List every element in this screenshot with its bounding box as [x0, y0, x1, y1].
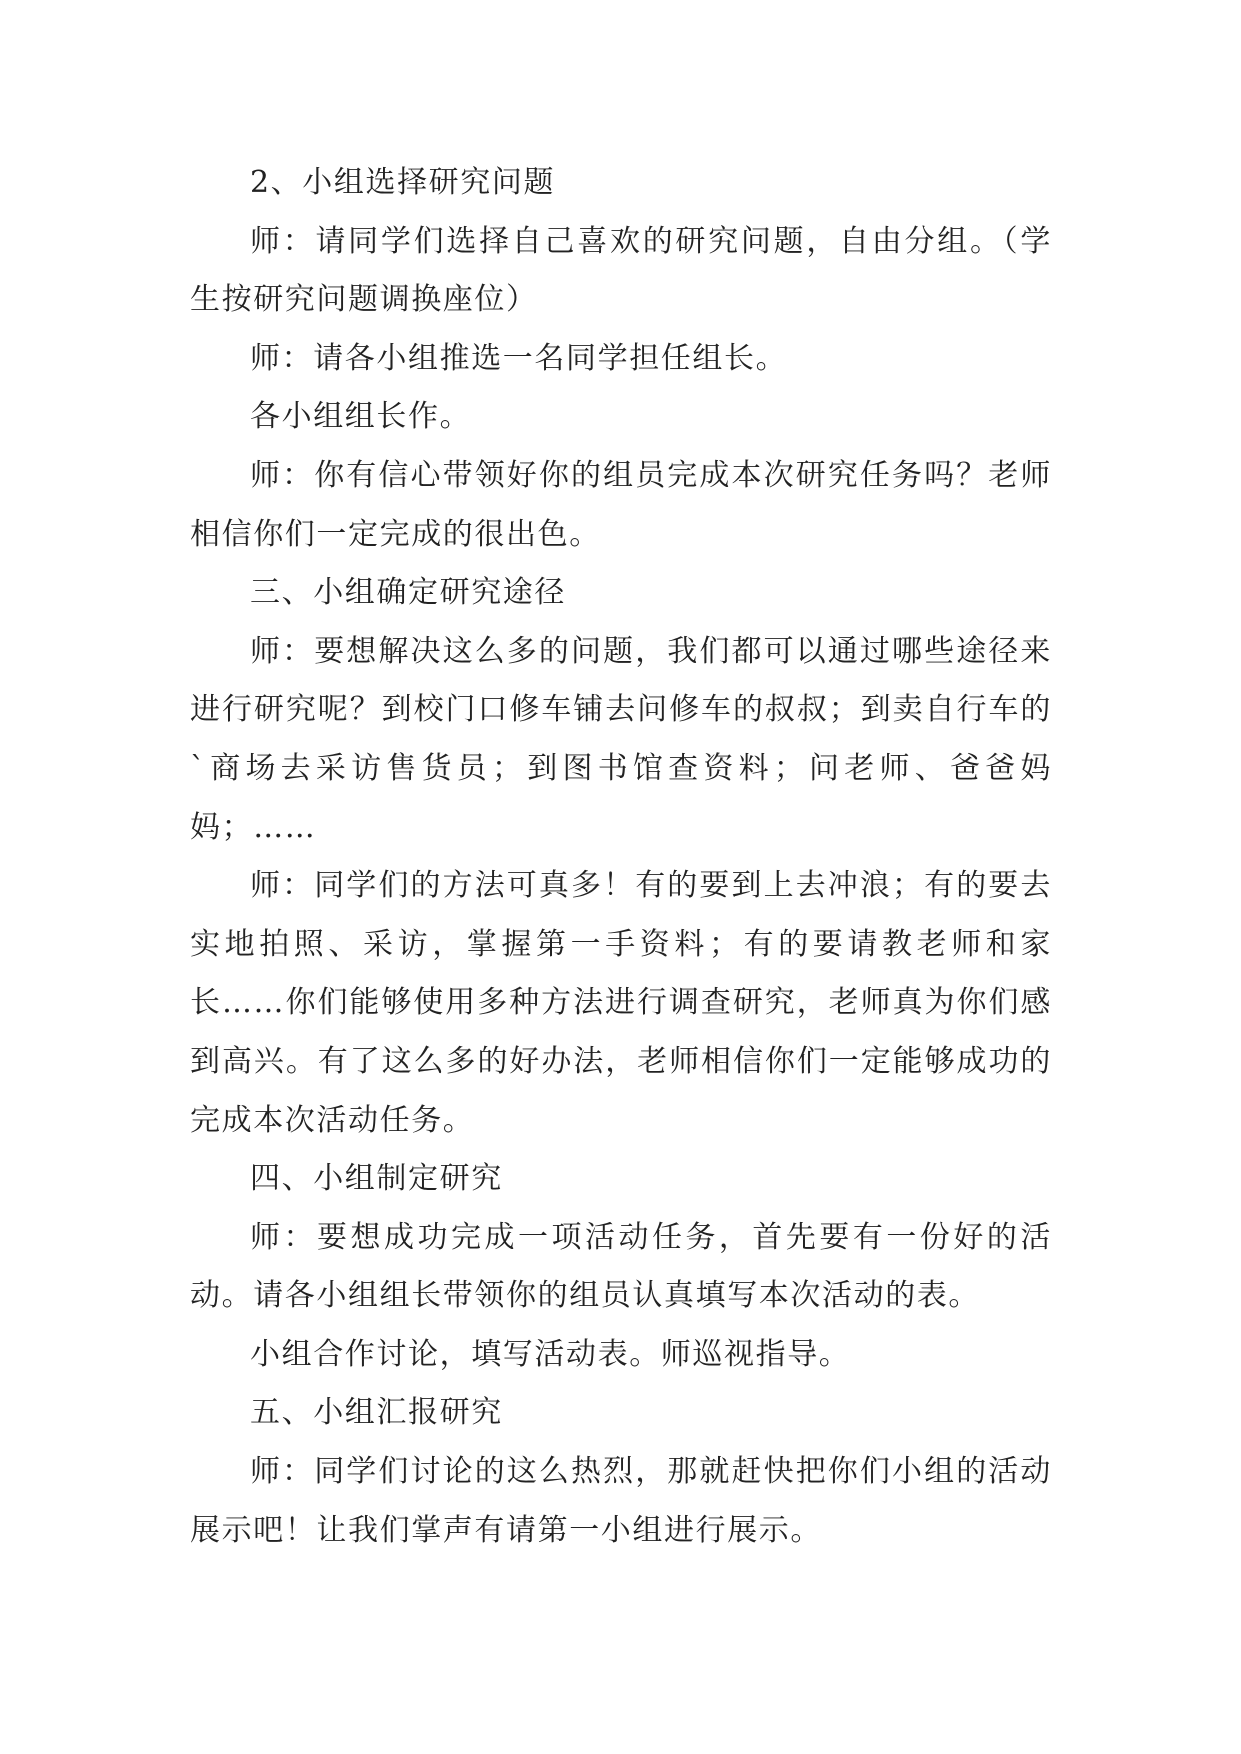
- paragraph-elect-leader: 师：请各小组推选一名同学担任组长。: [250, 340, 788, 376]
- paragraph-research-methods: 师：要想解决这么多的问题，我们都可以通过哪些途径来进行研究呢？到校门口修车铺去问修车的叔叔；到卖自行车的`商场去采访售货员；到图书馆查资料；问老师、爸爸妈妈；……: [190, 633, 1052, 845]
- paragraph-plan: 师：要想成功完成一项活动任务，首先要有一份好的活动。请各小组组长带领你的组员认真填写本次活动的表。: [190, 1219, 1052, 1314]
- paragraph-teacher-praise: 师：同学们的方法可真多！有的要到上去冲浪；有的要去实地拍照、采访，掌握第一手资料；有的要请教老师和家长……你们能够使用多种方法进行调查研究，老师真为你们感到高兴。有了这么多的好办法，老师相信你们一定能够成功的完成本次活动任务。: [190, 868, 1052, 1138]
- paragraph-presentation: 师：同学们讨论的这么热烈，那就赶快把你们小组的活动展示吧！让我们掌声有请第一小组进行展示。: [190, 1454, 1052, 1548]
- section-heading-3: 三、小组确定研究途径: [250, 575, 566, 611]
- paragraph-leaders: 各小组组长作。: [250, 399, 472, 435]
- section-heading-4: 四、小组制定研究: [250, 1161, 503, 1197]
- section-heading-5: 五、小组汇报研究: [250, 1395, 503, 1431]
- section-heading-2: 2、小组选择研究问题: [250, 165, 556, 200]
- document-body: [190, 154, 1052, 1560]
- paragraph-grouping: 师：请同学们选择自己喜欢的研究问题，自由分组。（学生按研究问题调换座位）: [190, 223, 1052, 318]
- paragraph-discussion: 小组合作讨论，填写活动表。师巡视指导。: [250, 1336, 851, 1372]
- paragraph-confidence: 师：你有信心带领好你的组员完成本次研究任务吗？老师相信你们一定完成的很出色。: [190, 457, 1052, 552]
